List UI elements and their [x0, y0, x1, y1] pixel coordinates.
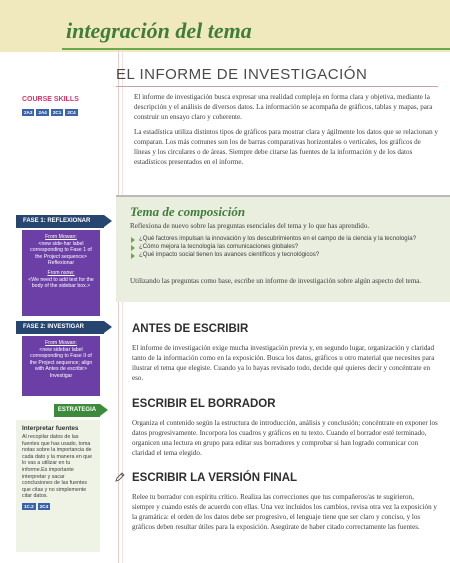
strategy-text: Al recopilar datos de las fuentes que has usado, toma notas sobre la importancia de cada dato y la manera en que lo vas a utilizar en tu informe.Es importante interpretar y sacar conclusiones de las fuentes que citas y no simplemente citar datos.: [22, 434, 93, 500]
header-divider: [62, 48, 450, 50]
borrador-text: Organiza el contenido según la estructura de introducción, análisis y conclusión; concéntrate en exponer los datos progresivamente. Incorpora los cuadros y gráficos en tu texto. Cuando el borrador esté terminado, organicen una lectura en grupo para editar sus borradores y comprobar si han logrado comunicar con claridad el tema elegido.: [132, 419, 438, 457]
section-divider: [116, 86, 438, 87]
skill-tag[interactable]: 2A4: [38, 110, 47, 115]
course-skills-label: COURSE SKILLS: [22, 96, 79, 103]
skill-tag[interactable]: 2C4: [67, 110, 76, 115]
skill-tag[interactable]: 2A3: [24, 110, 33, 115]
fase-1-note-1: <new side-har label corresponding to Fase 1 of the Project sequence> Reflexionar: [30, 240, 92, 267]
strategy-box: [16, 420, 100, 552]
column-divider-secondary: [122, 50, 123, 563]
fase-2-note: <new sidebar label corresponding to Fase II of the Project sequence; align with Antes de escribir> Investigar: [29, 346, 93, 379]
skill-tag[interactable]: 2C1: [52, 110, 62, 115]
intro-paragraph-1: El informe de investigación busca expresar una realidad compleja en forma clara y objetiva, mediante la descripción y el análisis de diversos datos. La información se acompaña de gráficos, tablas y mapas, para construir un ensayo claro y coherente.: [134, 93, 433, 121]
strategy-tags: [22, 503, 94, 510]
fase-1-author-link-1[interactable]: From Mowan:: [45, 234, 77, 240]
intro-paragraph-2: La estadística utiliza distintos tipos de gráficos para mostrar clara y ágilmente los datos que se relacionan y comparan. Los más comunes son los de barras comparativas horizontales o verticales, los gráficos de líneas y los circulares o de áreas. Siempre debe citarse las fuentes de la información y de los datos estadísticos presentados en el informe.: [134, 128, 438, 166]
composition-box: [116, 195, 450, 302]
fase-1-author-link-2[interactable]: From nsnw:: [47, 269, 75, 276]
section-title: EL INFORME DE INVESTIGACIÓN: [116, 66, 368, 83]
skill-tag[interactable]: 1C.2: [24, 503, 34, 509]
fase-2-tab: FASE 2: INVESTIGAR: [16, 321, 104, 334]
strategy-tab: ESTRATEGIA: [54, 404, 100, 417]
skill-tag[interactable]: 2C4: [39, 503, 49, 509]
column-divider: [118, 50, 119, 563]
course-skills: [22, 96, 90, 116]
strategy-title: Interpretar fuentes: [22, 425, 79, 432]
composition-question: ¿Qué factores impulsan la innovación y los descubrimientos en el campo de la ciencia y la tecnología?: [130, 235, 430, 243]
borrador-heading: ESCRIBIR EL BORRADOR: [132, 398, 276, 410]
composition-intro: Reflexiona de nuevo sobre las preguntas esenciales del tema y lo que has aprendido.: [130, 222, 370, 230]
final-heading: ESCRIBIR LA VERSIÓN FINAL: [132, 472, 298, 484]
composition-questions: [130, 235, 430, 259]
antes-text: El informe de investigación exige mucha investigación previa y, en segundo lugar, organización y claridad tanto de la información como en la exposición. Busca los datos, gráficos u otro material que necesites para ilustrar el tema que elegiste. Cuando ya lo hayas revisado todo, decide qué quieres decir y concéntrate en eso.: [132, 344, 435, 382]
antes-heading: ANTES DE ESCRIBIR: [132, 323, 249, 335]
fase-1-tab: FASE 1: REFLEXIONAR: [16, 215, 104, 228]
fase-2-sidebar-box: [22, 336, 100, 396]
course-skills-tags: [22, 109, 90, 116]
final-text: Relee tu borrador con espíritu crítico. Realiza las correcciones que tus compañeros/as te sugirieron, siempre y cuando estés de acuerdo con ellas. Una vez incluidos los cambios, revisa otra vez la exposición y la gramática: el orden de los datos debe ser progresivo, el lenguaje tiene que ser claro y conciso, y los gráficos deben resultar útiles para la exposición. Asegúrate de haber citado correctamente las fuentes.: [132, 493, 437, 531]
composition-title: Tema de composición: [130, 204, 246, 219]
composition-question: ¿Qué impacto social tienen los avances científicos y tecnológicos?: [130, 251, 430, 259]
composition-outro: Utilizando las preguntas como base, escribe un informe de investigación sobre algún aspecto del tema.: [130, 277, 422, 285]
fase-2-author-link[interactable]: From Mowan:: [45, 340, 77, 346]
fase-1-sidebar-box: [22, 230, 100, 316]
fase-1-note-2: <We need to add text for the body of the sidebar box.>: [28, 276, 94, 290]
composition-question: ¿Cómo mejora la tecnología las comunicaciones globales?: [130, 243, 430, 251]
page-title: integración del tema: [66, 18, 252, 43]
pencil-icon: [115, 472, 125, 482]
